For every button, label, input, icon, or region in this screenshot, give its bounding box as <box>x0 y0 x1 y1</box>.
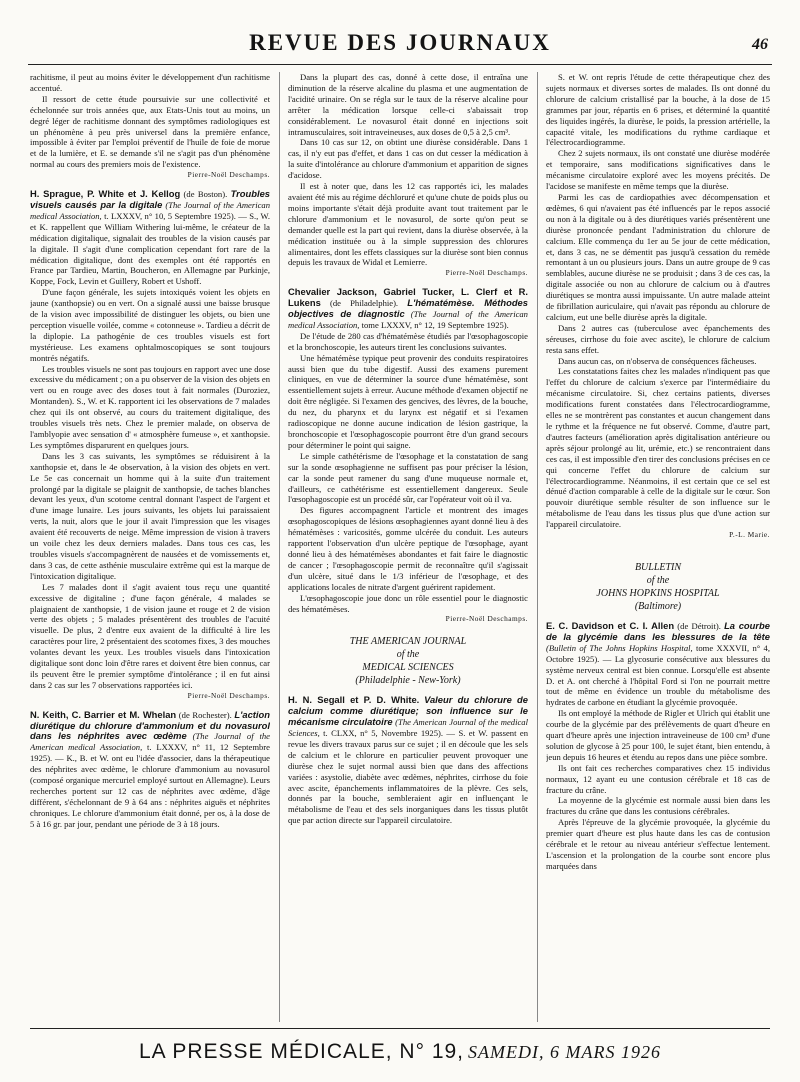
section-of: of the <box>396 649 420 661</box>
section-title: THE AMERICAN JOURNAL <box>349 636 467 648</box>
ref-journal: (Bulletin of The Johns Hopkins Hospital, <box>546 642 693 653</box>
paragraph: Il ressort de cette étude poursuivie sur une collectivité et échelonnée sur trois années que, aux Etats-Unis tout au moins, un degré léger de rachitisme donnant des symptômes radiologiques est un phénomène à peu près universel dans la première enfance, impossible à éviter par l'emploi préventif de l'huile de foie de morue et de la lumière, et E. se demande s'il ne s'agit pas d'un phénomène normal au cours des premiers mois de l'existence. <box>30 93 270 170</box>
author-signature: P.-L. Marie. <box>729 530 770 540</box>
paragraph: Des figures accompagnent l'article et montrent des images œsophagoscopiques de lésions œsophagiennes ayant donné lieu à des hématémèses : varicosités, gomme ulcérée du conduit. Les auteurs rapportent l'observation d'un ulcère peptique de l'œsophage, ayant donné lieu à des hématémèses abondantes et fait faire le diagnostic de cancer ; l'œsophagoscopie permit de reconnaître qu'il s'agissait d'un ulcère, situé dans le 1/3 inférieur de l'œsophage, et des applications locales de nitrate d'argent guérirent rapidement. <box>288 505 528 592</box>
section-place: (Philadelphie - New-York) <box>355 675 461 687</box>
ref-place: (de Rochester). <box>178 709 232 720</box>
ref-abstract: tome XXXVII, n° 4, Octobre 1925). — La glycosurie consécutive aux blessures du système nerveux central est bien connue. Lorsqu'elle est absente D. et A. ont cherché à l'hôpital Ford si l'on ne pourrait mettre tout de même en évidence un trouble du métabolisme des hydrates de carbone en étudiant la glycémie provoquée. <box>546 642 770 708</box>
ref-title: La courbe de la glycémie dans les blessures de la tête <box>546 619 770 642</box>
paragraph: Dans 2 autres cas (tuberculose avec épanchements des séreuses, cirrhose du foie avec ascite), le chlorure de calcium resta sans effet. <box>546 322 770 355</box>
paragraph: Il est à noter que, dans les 12 cas rapportés ici, les malades avaient été mis au régime déchloruré et qu'une chute de poids plus ou moins importante s'était déjà produite avant tout traitement par le chlorure d'ammonium et le novasurol, de sorte qu'on peut se demander quelle est la part qui revient, dans la diurèse observée, à la médication instituée ou à la simple suppression des chlorures alimentaires, dont les effets classiques sur la diurèse sont bien connus depuis les travaux de Widal et Lemierre. <box>288 181 528 268</box>
ref-authors: E. C. Davidson et C. I. Allen <box>546 619 675 631</box>
paragraph: S. et W. ont repris l'étude de cette thérapeutique chez des sujets normaux et diverses sortes de malades. Ils ont donné du chlorure de calcium cristallisé par la bouche, à la dose de 15 grammes par jour, répartis en 6 prises, et déterminé la quantité des liquides ingérés, la diurèse, le poids, la pression artérielle, la capacité vitale, les modifications du rythme cardiaque et l'électrocardiogramme. <box>546 72 770 148</box>
author-signature: Pierre-Noël Deschamps. <box>187 170 270 180</box>
running-title: REVUE DES JOURNAUX <box>249 30 551 55</box>
paragraph: Ils ont employé la méthode de Rigler et Ulrich qui établit une courbe de la glycémie par des prélèvements de quart d'heure en quart d'heure après une injection intraveineuse de 100 cm³ d'une solution de glycose à 25 pour 100, le sujet étant, bien entendu, à jeun depuis 16 heures et étendu au repos dans une pièce sombre. <box>546 708 770 762</box>
paragraph: Les 7 malades dont il s'agit avaient tous reçu une quantité excessive de digitaline ; d'une façon générale, 4 malades se plaignaient de xanthopsie, 1 de vision jaune et rouge et 2 de vision verte des objets ; 5 malades présentèrent des troubles de l'acuité visuelle. De plus, 2 d'entre eux avaient de la difficulté à lire les caractères pour lire, 2 présentaient des scotomes fixes, 3 des mouches volantes devant les yeux. Les troubles visuels dans l'intoxication digitalique sont donc loin d'être rares et doivent être bien connus, car ils peuvent être le premier symptôme d'intolérance ; il en fut ainsi dans 2 cas sur les 7 observations rapportées ici. <box>30 581 270 690</box>
ref-authors: Chevalier Jackson, Gabriel Tucker, L. Clerf et R. Lukens <box>288 286 528 309</box>
paragraph: La moyenne de la glycémie est normale aussi bien dans les fractures du crâne que dans les contusions cérébrales. <box>546 795 770 817</box>
ref-authors: N. Keith, C. Barrier et M. Whelan <box>30 708 177 720</box>
paragraph: De l'étude de 280 cas d'hématémèse étudiés par l'œsophagoscopie et la bronchoscopie, les auteurs tirent les conclusions suivantes. <box>288 330 528 352</box>
page-header <box>28 30 772 64</box>
author-signature: Pierre-Noël Deschamps. <box>187 690 270 700</box>
ref-journal: (The Journal of the American medical Association, <box>30 199 270 221</box>
paragraph: Les constatations faites chez les malades n'indiquent pas que l'effet du chlorure de calcium s'exerce par l'intermédiaire du mécanisme circulatoire. Si, chez certains patients, diverses modifications furent constatées dans l'électrocardiogramme, elles ne se montrèrent pas constantes et aucun changement dans le rythme et la fréquence ne fut observé. Comme, d'autre part, d'autres facteurs (amélioration après digitalisation antérieure ou après séjour prolongé au lit, urémie, etc.) se rencontraient dans ces cas, il est impossible d'en tirer des conclusions précises en ce qui concerne l'effet du chlorure de calcium sur l'électrocardiogramme. Néanmoins, il est certain que ce sel est dénué d'action comparable à celle de la digitale sur le cœur. Son pouvoir diurétique semble résulter de son influence sur le métabolisme de l'eau dans les tissus plus que d'une action sur l'appareil circulatoire. <box>546 366 770 530</box>
ref-journal: (The American Journal of the medical Sciences, <box>288 717 528 739</box>
ref-abstract: t. LXXXV, n° 10, 5 Septembre 1925). — S., W. et K. rappellent que William Withering lui-même, le créateur de la médication digitalique, signalait des troubles de la vision causés par la digitale. Il s'agit d'une complication cependant fort rare de la médication digitalique, dont des exemples ont été rapportés en France par Tardieu, Martin, Boucheron, en Allemagne par Purkinje, Koppe, Fock, Levin et Guillery, Robert et Ushoff. <box>30 210 270 287</box>
section-title: MEDICAL SCIENCES <box>362 662 454 674</box>
paragraph: rachitisme, il peut au moins éviter le développement d'un rachitisme accentué. <box>30 72 270 93</box>
article-reference <box>288 287 528 331</box>
column-divider <box>279 72 280 1022</box>
column-divider <box>537 72 538 1022</box>
section-place: (Baltimore) <box>634 600 682 612</box>
ref-place: (de Boston). <box>183 189 228 200</box>
ref-place: (de Philadelphie). <box>329 298 399 309</box>
header-rule <box>28 64 772 65</box>
section-title: JOHNS HOPKINS HOSPITAL <box>596 587 720 599</box>
paragraph: Dans la plupart des cas, donné à cette dose, il entraîna une diminution de la réserve alcaline du plasma et une augmentation de l'acidité urinaire. On se régla sur le taux de la réserve alcaline pour arrêter la médication lorsque celle-ci s'abaissait trop considérablement. Le novasurol était donné en injections soit intramusculaires, soit intraveineuses, aux doses de 0,5 à 2,5 cm³. <box>288 72 528 137</box>
author-signature: Pierre-Noël Deschamps. <box>445 614 528 624</box>
column-2 <box>288 72 528 1022</box>
paragraph: Parmi les cas de cardiopathies avec décompensation et œdèmes, 6 qui n'avaient pas été influencés par le repos associé ou non à la digitale ou à des diurétiques variés présentèrent une diurèse prononcée pendant l'administration du chlorure de calcium. Elle commença du 1er au 5e jour de cette médication, et, dans 3 cas, ne se démentit pas jusqu'à cessation du remède remontant à un ou plusieurs jours. Dans un autre groupe de 9 cas semblables, aucune diurèse ne se produisit ; dans 3 de ces cas, la digitale associée ou non au chlorure de calcium ou à d'autres diurétiques se montra aussi impuissante. Un autre malade atteint de fibrillation auriculaire, qui n'avait pas répondu au chlorure de calcium, eut une belle diurèse après la digitale. <box>546 191 770 322</box>
article-reference <box>30 189 270 287</box>
ref-journal: (The Journal of the American medical Association, <box>288 309 528 330</box>
ref-place: (de Détroit). <box>677 620 721 631</box>
author-signature: Pierre-Noël Deschamps. <box>445 268 528 278</box>
article-reference <box>546 621 770 708</box>
paragraph: Le simple cathétérisme de l'œsophage et la constatation de sang sur la sonde œsophagienne ne suffisent pas pour préciser la lésion, car la sonde peut ramener du sang d'une muqueuse normale et, d'ailleurs, ce cathétérisme est essentiellement dangereux. Seule l'œsophagoscopie est un procédé sûr, car l'opérateur voit où il va. <box>288 450 528 505</box>
section-heading <box>546 561 770 613</box>
paragraph: Dans les 3 cas suivants, les symptômes se réduisirent à la xanthopsie et, dans le 4e observation, à la vision des objets en vert. Le 5e cas concernait un homme qui à la suite d'un traitement prolongé par la digitale se plaignit de xanthopsie, de taches blanches devant les yeux, d'un scotome central donnant l'aspect de l'argent et d'une image lunaire. Les jours suivants, les objets lui paraissaient verts, la nuit, alors que le jour il avait l'impression que les visages avaient été recouverts de neige. Même impression de vision à travers un voile chez les deux derniers malades. Dans tous ces cas, les troubles visuels s'accompagnèrent de nausées et de vomissements et, dans 3 cas, de cette asthénie musculaire extrême qui est la marque de l'intoxication digitalique. <box>30 450 270 581</box>
ref-journal: (The Journal of the American medical Association, <box>30 731 270 753</box>
article-reference <box>288 695 528 826</box>
footer-journal: LA PRESSE MÉDICALE, N° 19, <box>139 1040 465 1063</box>
ref-authors: H. Sprague, P. White et J. Kellog <box>30 188 181 200</box>
article-columns <box>30 72 770 1022</box>
paragraph: Les troubles visuels ne sont pas toujours en rapport avec une dose excessive du médicament ; on a pu observer de la vision des objets en vert ou en rouge avec des doses tout à fait normales (Duroziez, Montanden). S., W. et K. rapportent ici les observations de 7 malades chez qui ils ont observé, au cours du traitement digitalique, des troubles visuels très nets. Chez le premier malade, on observa de l'amblyopie avec sensation d' « atmosphère fumeuse », et xanthopsie. Les symptômes disparurent en quelques jours. <box>30 363 270 450</box>
ref-title: L'hématémèse. Méthodes objectives de diagnostic <box>288 297 528 320</box>
paragraph: Ils ont fait ces recherches comparatives chez 15 individus normaux, 12 ayant eu une contusion cérébrale et 18 cas de fracture du crâne. <box>546 762 770 795</box>
section-heading <box>288 635 528 687</box>
page-number: 46 <box>752 36 768 53</box>
paragraph: Chez 2 sujets normaux, ils ont constaté une diurèse modérée et temporaire, sans modifications significatives dans le mécanisme circulatoire exploré avec les moyens précités. De l'acidose se manifeste en même temps que la diurèse. <box>546 148 770 192</box>
column-1 <box>30 72 270 1022</box>
paragraph: D'une façon générale, les sujets intoxiqués voient les objets en jaune (xanthopsie) ou en vert. On a signalé aussi une baisse brusque de la vision avec impossibilité de distinguer les objets, ou bien une perception visuelle voilée, comme « cotonneuse ». Tardieu a décrit de la diplopie. La pathogénie de ces troubles visuels est fort mystérieuse. Les examens ophtalmoscopiques se sont toujours montrés négatifs. <box>30 287 270 363</box>
ref-authors: H. N. Segall et P. D. White. <box>288 694 420 706</box>
article-reference <box>30 710 270 830</box>
paragraph: L'œsophagoscopie joue donc un rôle essentiel pour le diagnostic des hématémèses. <box>288 592 528 614</box>
section-title: BULLETIN <box>634 561 682 573</box>
section-of: of the <box>646 574 670 586</box>
paragraph: Dans 10 cas sur 12, on obtint une diurèse considérable. Dans 1 cas, il n'y eut pas d'effet, et dans 1 cas on dut cesser la médication à la suite d'intolérance au chlorure d'ammonium et apparition de signes d'acidose. <box>288 137 528 181</box>
page-footer <box>30 1040 770 1064</box>
ref-abstract: t. LXXXV, n° 11, 12 Septembre 1925). — K., B. et W. ont eu l'idée d'associer, dans la thérapeutique des néphrites avec œdème, le chlorure d'ammonium au novasurol (composé organique mercuriel employé surtout en Allemagne). Leurs recherches portent sur 12 cas de néphrites avec œdème, d'âge différent, s'échelonnant de 9 à 64 ans : néphrites aiguës et néphrites chroniques. Le chlorure d'ammonium était donné, per os, à la dose de 5 à 16 gr. par jour, pendant une période de 3 à 18 jours. <box>30 742 270 829</box>
ref-abstract: t. CLXX, n° 5, Novembre 1925). — S. et W. passent en revue les divers travaux parus sur ce sujet ; il en découle que les sels de calcium et le chlorure en particulier peuvent provoquer une diurèse chez le sujet normal aussi bien que dans des affections variées : asystolie, diabète avec œdèmes, néphrites, cirrhose du foie avec ascite, épanchements inflammatoires de la plèvre. Ces sels, donnés par la bouche, sembleraient agir en influençant le métabolisme de l'eau et des sels inorganiques dans les tissus plutôt que par action directe sur l'appareil circulatoire. <box>288 728 528 826</box>
ref-title: L'action diurétique du chlorure d'ammonium et du novasurol dans les néphrites avec œdème <box>30 708 270 742</box>
footer-rule <box>30 1028 770 1029</box>
paragraph: Après l'épreuve de la glycémie provoquée, la glycémie du premier quart d'heure est plus haute dans les cas de contusion cérébrale et le retour au niveau antérieur s'effectue lentement. L'ascension et la prolongation de la courbe sont encore plus marquées dans <box>546 817 770 871</box>
column-3 <box>546 72 770 1022</box>
ref-title: Troubles visuels causés par la digitale <box>30 188 270 210</box>
footer-date: SAMEDI, 6 MARS 1926 <box>468 1042 661 1062</box>
ref-abstract: tome LXXXV, n° 12, 19 Septembre 1925). <box>361 319 509 330</box>
ref-title: Valeur du chlorure de calcium comme diurétique; son influence sur le mécanisme circulatoire <box>288 694 528 728</box>
paragraph: Dans aucun cas, on n'observa de conséquences fâcheuses. <box>558 355 757 366</box>
paragraph: Une hématémèse typique peut provenir des conduits respiratoires aussi bien que du tube digestif. Aussi des examens purement cliniques, en vue de déterminer la source d'une hématémèse, sont essentiellement sujets à erreur. Aucune méthode d'examen objectif ne doit être négligée. Si l'examen des gencives, des lèvres, de la bouche, du nez, du pharynx et du larynx est négatif et si l'examen radioscopique ne donne aucune indication de lésion gastrique, la bronchoscopie et l'œsophagoscopie pourront être d'un grand secours pour déterminer le point qui saigne. <box>288 352 528 450</box>
